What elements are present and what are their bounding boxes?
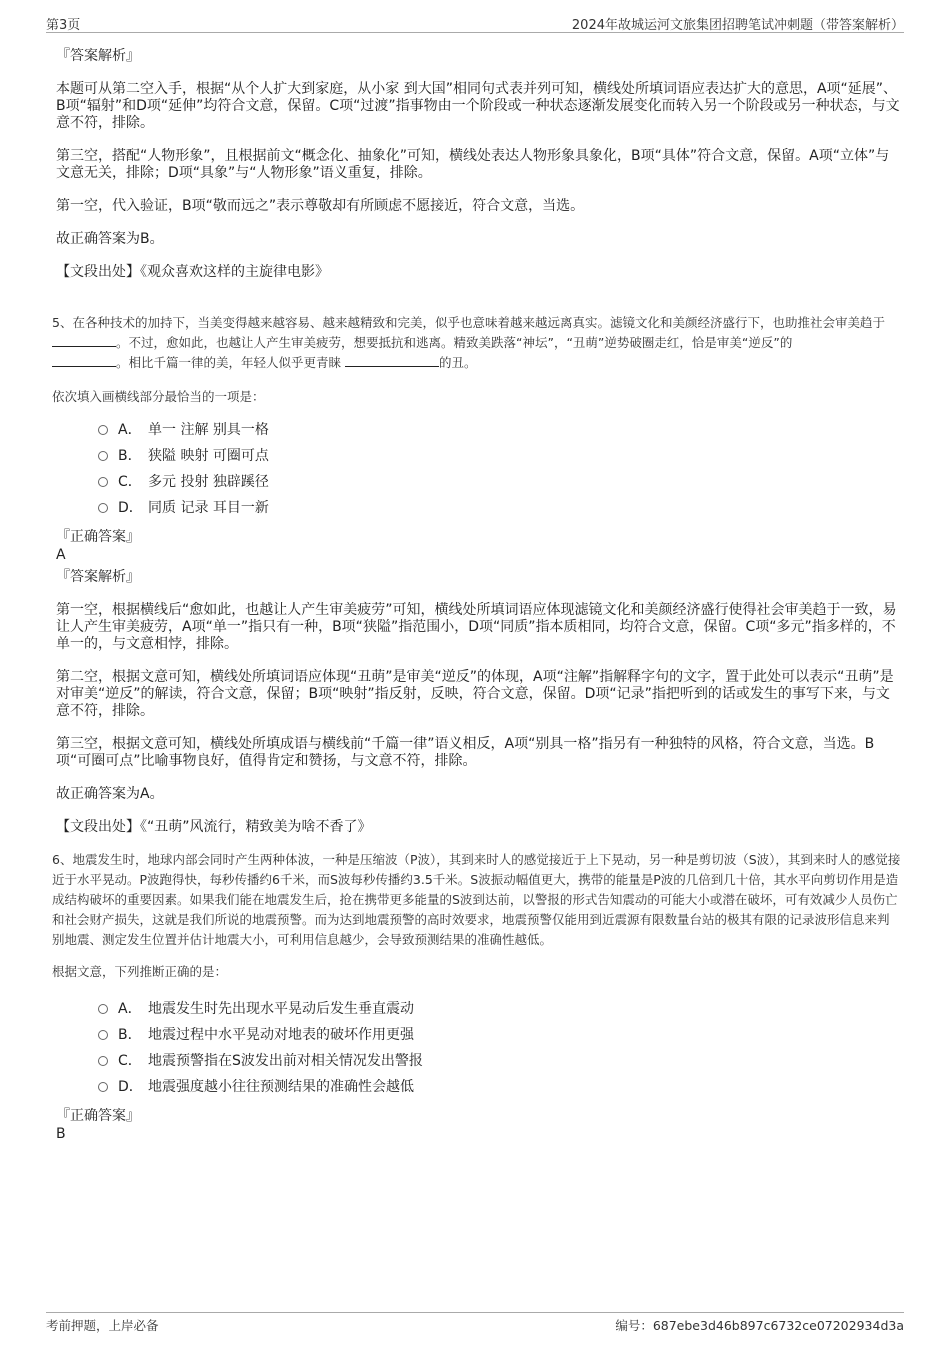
correct-answer-label: 『正确答案』 (56, 1108, 140, 1124)
question-stem: 6、地震发生时，地球内部会同时产生两种体波，一种是压缩波（P波），其到来时人的感觉接近于上下晃动，另一种是剪切波（S波），其到来时人的感觉接近于水平晃动。P波跑得快，每秒传播约6千米，而S波每秒传播约3.5千米。S波振动幅值更大，携带的能量是P波的几倍到几十倍，其水平向剪切作用是造成结构破坏的重要因素。如果我们能在地震发生后，抢在携带更多能量的S波到达前，以警报的形式告知震动的可能大小或潜在破坏，可有效减少人员伤亡和社会财产损失，这就是我们所说的地震预警。而为达到地震预警的高时效要求，地震预警仅能用到近震源有限数量台站的极其有限的记录波形信息来判别地震、测定发生位置并估计地震大小，可利用信息越少，会导致预测结果的准确性越低。 (52, 852, 901, 947)
option-d[interactable]: D． 地震强度越小往往预测结果的准确性会越低 (98, 1074, 901, 1100)
page-number: 第3页 (46, 18, 81, 33)
radio-button-icon[interactable] (98, 1082, 108, 1092)
answer-options (98, 417, 901, 521)
document-body (52, 48, 901, 1142)
fill-blank (345, 354, 439, 367)
analysis-paragraph: 本题可从第二空入手，根据“从个人扩大到家庭，从小家 到大国”相同句式表并列可知，横线处所填词语应表达扩大的意思，A项“延展”、B项“辐射”和D项“延伸”均符合文意，保留。C项“过渡”指事物由一个阶段或一种状态逐渐发展变化而转入另一个阶段或另一种状态，与文意不符，排除。 (56, 81, 900, 131)
source-citation: 【文段出处】《“丑萌”风流行，精致美为啥不香了》 (56, 819, 372, 835)
analysis-paragraph: 第二空，根据文意可知，横线处所填词语应体现“丑萌”是审美“逆反”的体现，A项“注解”指解释字句的文字，置于此处可以表示“丑萌”是对审美“逆反”的解读，符合文意，保留；B项“映射”指反射，反映，符合文意，保留。D项“记录”指把听到的话或发生的事写下来，与文意不符，排除。 (56, 669, 894, 719)
option-b[interactable]: B． 地震过程中水平晃动对地表的破坏作用更强 (98, 1022, 901, 1048)
fill-blank (52, 354, 116, 367)
radio-button-icon[interactable] (98, 477, 108, 487)
correct-answer: A (56, 547, 66, 563)
analysis-paragraph: 第一空，根据横线后“愈如此，也越让人产生审美疲劳”可知，横线处所填词语应体现滤镜文化和美颜经济盛行使得社会审美趋于一致，易让人产生审美疲劳，A项“单一”指只有一种，B项“狭隘”指范围小，D项“同质”指本质相同，均符合文意，保留。C项“多元”指多样的，不单一的，与文意相悖，排除。 (56, 602, 897, 652)
analysis-paragraph: 第三空，根据文意可知，横线处所填成语与横线前“千篇一律”语义相反，A项“别具一格”指另有一种独特的风格，符合文意，当选。B项“可圈可点”比喻事物良好，值得肯定和赞扬，与文意不符，排除。 (56, 736, 875, 769)
document-title: 2024年故城运河文旅集团招聘笔试冲刺题（带答案解析） (571, 18, 904, 33)
source-citation: 【文段出处】《观众喜欢这样的主旋律电影》 (56, 264, 329, 280)
option-a[interactable]: A． 单一 注解 别具一格 (98, 417, 901, 443)
option-d[interactable]: D． 同质 记录 耳目一新 (98, 495, 901, 521)
analysis-label: 『答案解析』 (56, 48, 140, 64)
page-footer (46, 1312, 904, 1335)
radio-button-icon[interactable] (98, 1056, 108, 1066)
analysis-paragraph: 第三空，搭配“人物形象”，且根据前文“概念化、抽象化”可知，横线处表达人物形象具象化，B项“具体”符合文意，保留。A项“立体”与文意无关，排除；D项“具象”与“人物形象”语义重复，排除。 (56, 148, 890, 181)
radio-button-icon[interactable] (98, 451, 108, 461)
document-code: 编号：687ebe3d46b897c6732ce07202934d3a (615, 1318, 904, 1333)
radio-button-icon[interactable] (98, 425, 108, 435)
option-c[interactable]: C． 地震预警指在S波发出前对相关情况发出警报 (98, 1048, 901, 1074)
analysis-label: 『答案解析』 (56, 569, 140, 585)
question-prompt: 根据文意，下列推断正确的是： (52, 964, 228, 979)
fill-blank (52, 334, 116, 347)
question-prompt: 依次填入画横线部分最恰当的一项是： (52, 389, 265, 404)
answer-conclusion: 故正确答案为A。 (56, 786, 164, 802)
answer-options (98, 996, 901, 1100)
correct-answer-label: 『正确答案』 (56, 529, 140, 545)
radio-button-icon[interactable] (98, 503, 108, 513)
analysis-paragraph: 第一空，代入验证，B项“敬而远之”表示尊敬却有所顾虑不愿接近，符合文意，当选。 (56, 198, 585, 214)
radio-button-icon[interactable] (98, 1004, 108, 1014)
page-header (46, 12, 904, 33)
question-stem: 5、在各种技术的加持下，当美变得越来越容易、越来越精致和完美，似乎也意味着越来越远离真实。滤镜文化和美颜经济盛行下，也助推社会审美趋于 。不过，愈如此，也越让人产生审美疲劳，想要抵抗和逃离。精致美跌落“神坛”，“丑萌”逆势破圈走红，恰是审美“逆反”的 。相比千篇一律的美，年轻人似乎更青睐 的丑。 (52, 315, 885, 370)
option-c[interactable]: C． 多元 投射 独辟蹊径 (98, 469, 901, 495)
option-b[interactable]: B． 狭隘 映射 可圈可点 (98, 443, 901, 469)
radio-button-icon[interactable] (98, 1030, 108, 1040)
answer-conclusion: 故正确答案为B。 (56, 231, 164, 247)
correct-answer: B (56, 1126, 66, 1142)
option-a[interactable]: A． 地震发生时先出现水平晃动后发生垂直震动 (98, 996, 901, 1022)
footer-slogan: 考前押题，上岸必备 (46, 1318, 159, 1333)
